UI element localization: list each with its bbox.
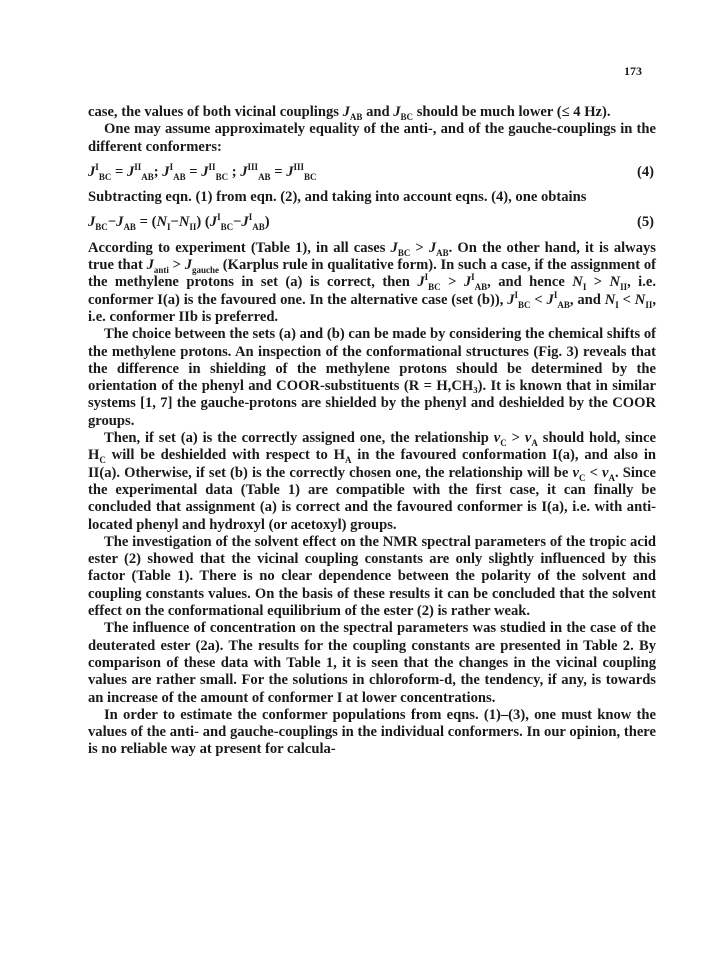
- subscript: BC: [220, 222, 234, 233]
- symbol-j: J: [184, 257, 192, 274]
- subscript: II: [620, 282, 628, 293]
- text-run: (Karplus rule in qualitative form). In such a case, if the assignment of the methylene protons in set (a) is correct, then: [88, 257, 656, 291]
- symbol-j: J: [241, 214, 249, 231]
- symbol-n: N: [156, 214, 167, 231]
- symbol-nu: ν: [602, 464, 609, 481]
- subscript: AB: [557, 299, 570, 310]
- subscript: anti: [153, 264, 169, 275]
- text-run: ): [264, 214, 270, 231]
- equation-number: (4): [636, 163, 654, 180]
- text-run: Then, if set (a) is the correctly assigned one, the relationship: [104, 430, 494, 447]
- subscript: A: [531, 437, 538, 448]
- symbol-j: J: [88, 214, 96, 231]
- symbol-j: J: [417, 274, 425, 291]
- superscript: I: [514, 289, 519, 300]
- equation-number: (5): [636, 214, 654, 231]
- symbol-j: J: [286, 163, 294, 180]
- equation-5: [88, 214, 656, 231]
- text-run: in the favoured conformation I(a), and also in II(a). Otherwise, if set (b) is the correctly chosen one, the relationship will be: [88, 447, 657, 481]
- symbol-j: J: [342, 104, 350, 120]
- superscript: I: [217, 212, 221, 223]
- symbol-nu: ν: [493, 430, 501, 447]
- symbol-j: J: [88, 163, 96, 180]
- text-run: should hold, since H: [88, 430, 656, 464]
- superscript: I: [553, 289, 558, 300]
- symbol-j: J: [209, 214, 218, 231]
- symbol-n: N: [634, 291, 646, 308]
- superscript: III: [293, 162, 305, 173]
- symbol-n: N: [609, 274, 621, 291]
- text-run: >: [440, 274, 464, 291]
- subscript: AB: [436, 247, 449, 258]
- text-run: will be deshielded with respect to H: [105, 447, 345, 464]
- symbol-j: J: [463, 274, 472, 291]
- paragraph-8: The influence of concentration on the spectral parameters was studied in the case of the deuterated ester (2a). The results for the coupling constants are presented in Table 2. By comparison of these data with Table 1, it is seen that the changes in the vicinal coupling values are rather small. For the solutions in chloroform-d, the tendency, if any, is towards an increase of the amount of conformer I at lower concentrations.: [88, 620, 656, 706]
- subscript: C: [99, 455, 106, 466]
- subscript: BC: [304, 171, 317, 182]
- subscript: C: [500, 437, 507, 448]
- equation-5-body: [88, 214, 270, 231]
- equation-4: [88, 164, 656, 181]
- symbol-n: N: [572, 274, 583, 291]
- symbol-j: J: [240, 163, 248, 180]
- subscript: BC: [518, 299, 531, 310]
- text-run: According to experiment (Table 1), in all cases: [88, 239, 391, 256]
- symbol-j: J: [201, 163, 209, 180]
- superscript: II: [208, 162, 216, 173]
- superscript: II: [134, 162, 142, 173]
- subscript: AB: [258, 171, 271, 182]
- symbol-n: N: [604, 291, 616, 308]
- text-run: =: [270, 163, 287, 180]
- text-run: , i.e. conformer IIb is preferred.: [88, 291, 656, 325]
- subscript: BC: [95, 222, 108, 233]
- symbol-nu: ν: [572, 464, 579, 481]
- subscript: BC: [428, 282, 441, 293]
- text-run: . On the other hand, it is always true that: [88, 239, 656, 274]
- paragraph-6: [88, 430, 656, 534]
- text-run: = (: [135, 214, 157, 231]
- symbol-j: J: [146, 257, 154, 274]
- paragraph-7: The investigation of the solvent effect on the NMR spectral parameters of the tropic acid ester (2) showed that the vicinal coupling constants are only slightly influenced by this factor (Table 1). There is no clear dependence between the polarity of the solvent and coupling constants values. On the basis of these results it can be concluded that the solvent effect on the conformational equilibrium of the ester (2) is rather weak.: [88, 533, 656, 620]
- text-run: >: [410, 239, 429, 256]
- paragraph-3: Subtracting eqn. (1) from eqn. (2), and taking into account eqns. (4), one obtains: [88, 189, 587, 206]
- subscript: AB: [349, 111, 363, 122]
- symbol-j: J: [428, 239, 437, 256]
- subscript: I: [582, 282, 587, 293]
- text-run: >: [586, 274, 610, 291]
- text-run: ;: [228, 163, 241, 180]
- paragraph-2: One may assume approximately equality of the anti-, and of the gauche-couplings in the different conformers:: [88, 121, 656, 155]
- subscript: II: [189, 222, 197, 233]
- symbol-j: J: [507, 291, 515, 308]
- text-run: >: [506, 430, 525, 447]
- text-run: −: [170, 214, 179, 231]
- paragraph-5: The choice between the sets (a) and (b) can be made by considering the chemical shifts of the methylene protons. An inspection of the conformational structures (Fig. 3) reveals that the difference in shielding of the methylene protons should be determined by the orientation of the phenyl and COOR-substituents (R = H,CH₃). It is known that in similar systems [1, 7] the gauche-protons are shielded by the phenyl and deshielded by the COOR groups.: [88, 326, 656, 429]
- equation-4-body: [88, 164, 317, 181]
- text-run: >: [168, 257, 185, 274]
- subscript: gauche: [191, 264, 219, 275]
- subscript: AB: [474, 282, 488, 293]
- text-run: ;: [153, 163, 163, 180]
- text-run: <: [618, 291, 635, 308]
- text-run: case, the values of both vicinal couplings: [88, 104, 343, 120]
- superscript: I: [424, 272, 429, 283]
- symbol-j: J: [546, 291, 554, 308]
- body-text: [88, 104, 656, 759]
- text-run: <: [585, 464, 603, 481]
- symbol-j: J: [116, 214, 124, 231]
- text-run: <: [530, 291, 547, 308]
- text-run: and: [362, 104, 394, 120]
- symbol-j: J: [126, 163, 135, 180]
- text-run: , and hence: [487, 274, 573, 291]
- subscript: BC: [397, 247, 411, 258]
- symbol-j: J: [390, 239, 398, 256]
- subscript: AB: [141, 171, 154, 182]
- paragraph-4: [88, 240, 656, 326]
- text-run: −: [107, 214, 117, 231]
- text-run: ) (: [196, 214, 210, 231]
- symbol-nu: ν: [524, 430, 532, 447]
- superscript: III: [247, 162, 259, 173]
- subscript: I: [615, 299, 619, 310]
- subscript: BC: [215, 171, 229, 182]
- subscript: C: [578, 472, 586, 483]
- symbol-j: J: [162, 163, 170, 180]
- text-run: =: [111, 163, 127, 180]
- text-run: , and: [569, 291, 605, 308]
- subscript: A: [608, 472, 615, 483]
- superscript: I: [471, 272, 475, 283]
- symbol-j: J: [393, 104, 401, 120]
- text-run: should be much lower (≤ 4 Hz).: [413, 104, 611, 120]
- text-run: . Since the experimental data (Table 1) are compatible with the first case, it can finally be concluded that assignment (a) is correct and the favoured conformer is I(a), i.e. with anti-located phenyl and hydroxyl (or acetoxyl) groups.: [88, 464, 656, 533]
- subscript: BC: [98, 171, 112, 182]
- subscript: AB: [252, 222, 265, 233]
- subscript: II: [645, 299, 653, 310]
- page-number: 173: [624, 64, 642, 78]
- subscript: A: [344, 455, 352, 466]
- paragraph-1: [88, 104, 656, 121]
- subscript: I: [166, 222, 171, 233]
- superscript: I: [248, 212, 253, 223]
- subscript: AB: [173, 171, 186, 182]
- text-run: =: [185, 163, 202, 180]
- superscript: I: [169, 162, 174, 173]
- subscript: BC: [400, 111, 414, 122]
- superscript: I: [95, 162, 99, 173]
- text-run: , i.e. conformer I(a) is the favoured one. In the alternative case (set (b)),: [88, 274, 656, 308]
- symbol-n: N: [178, 214, 190, 231]
- paragraph-9: In order to estimate the conformer populations from eqns. (1)–(3), one must know the values of the anti- and gauche-couplings in the individual conformers. In our opinion, there is no reliable way at present for calcula-: [88, 706, 656, 758]
- subscript: AB: [123, 222, 136, 233]
- text-run: −: [233, 214, 242, 231]
